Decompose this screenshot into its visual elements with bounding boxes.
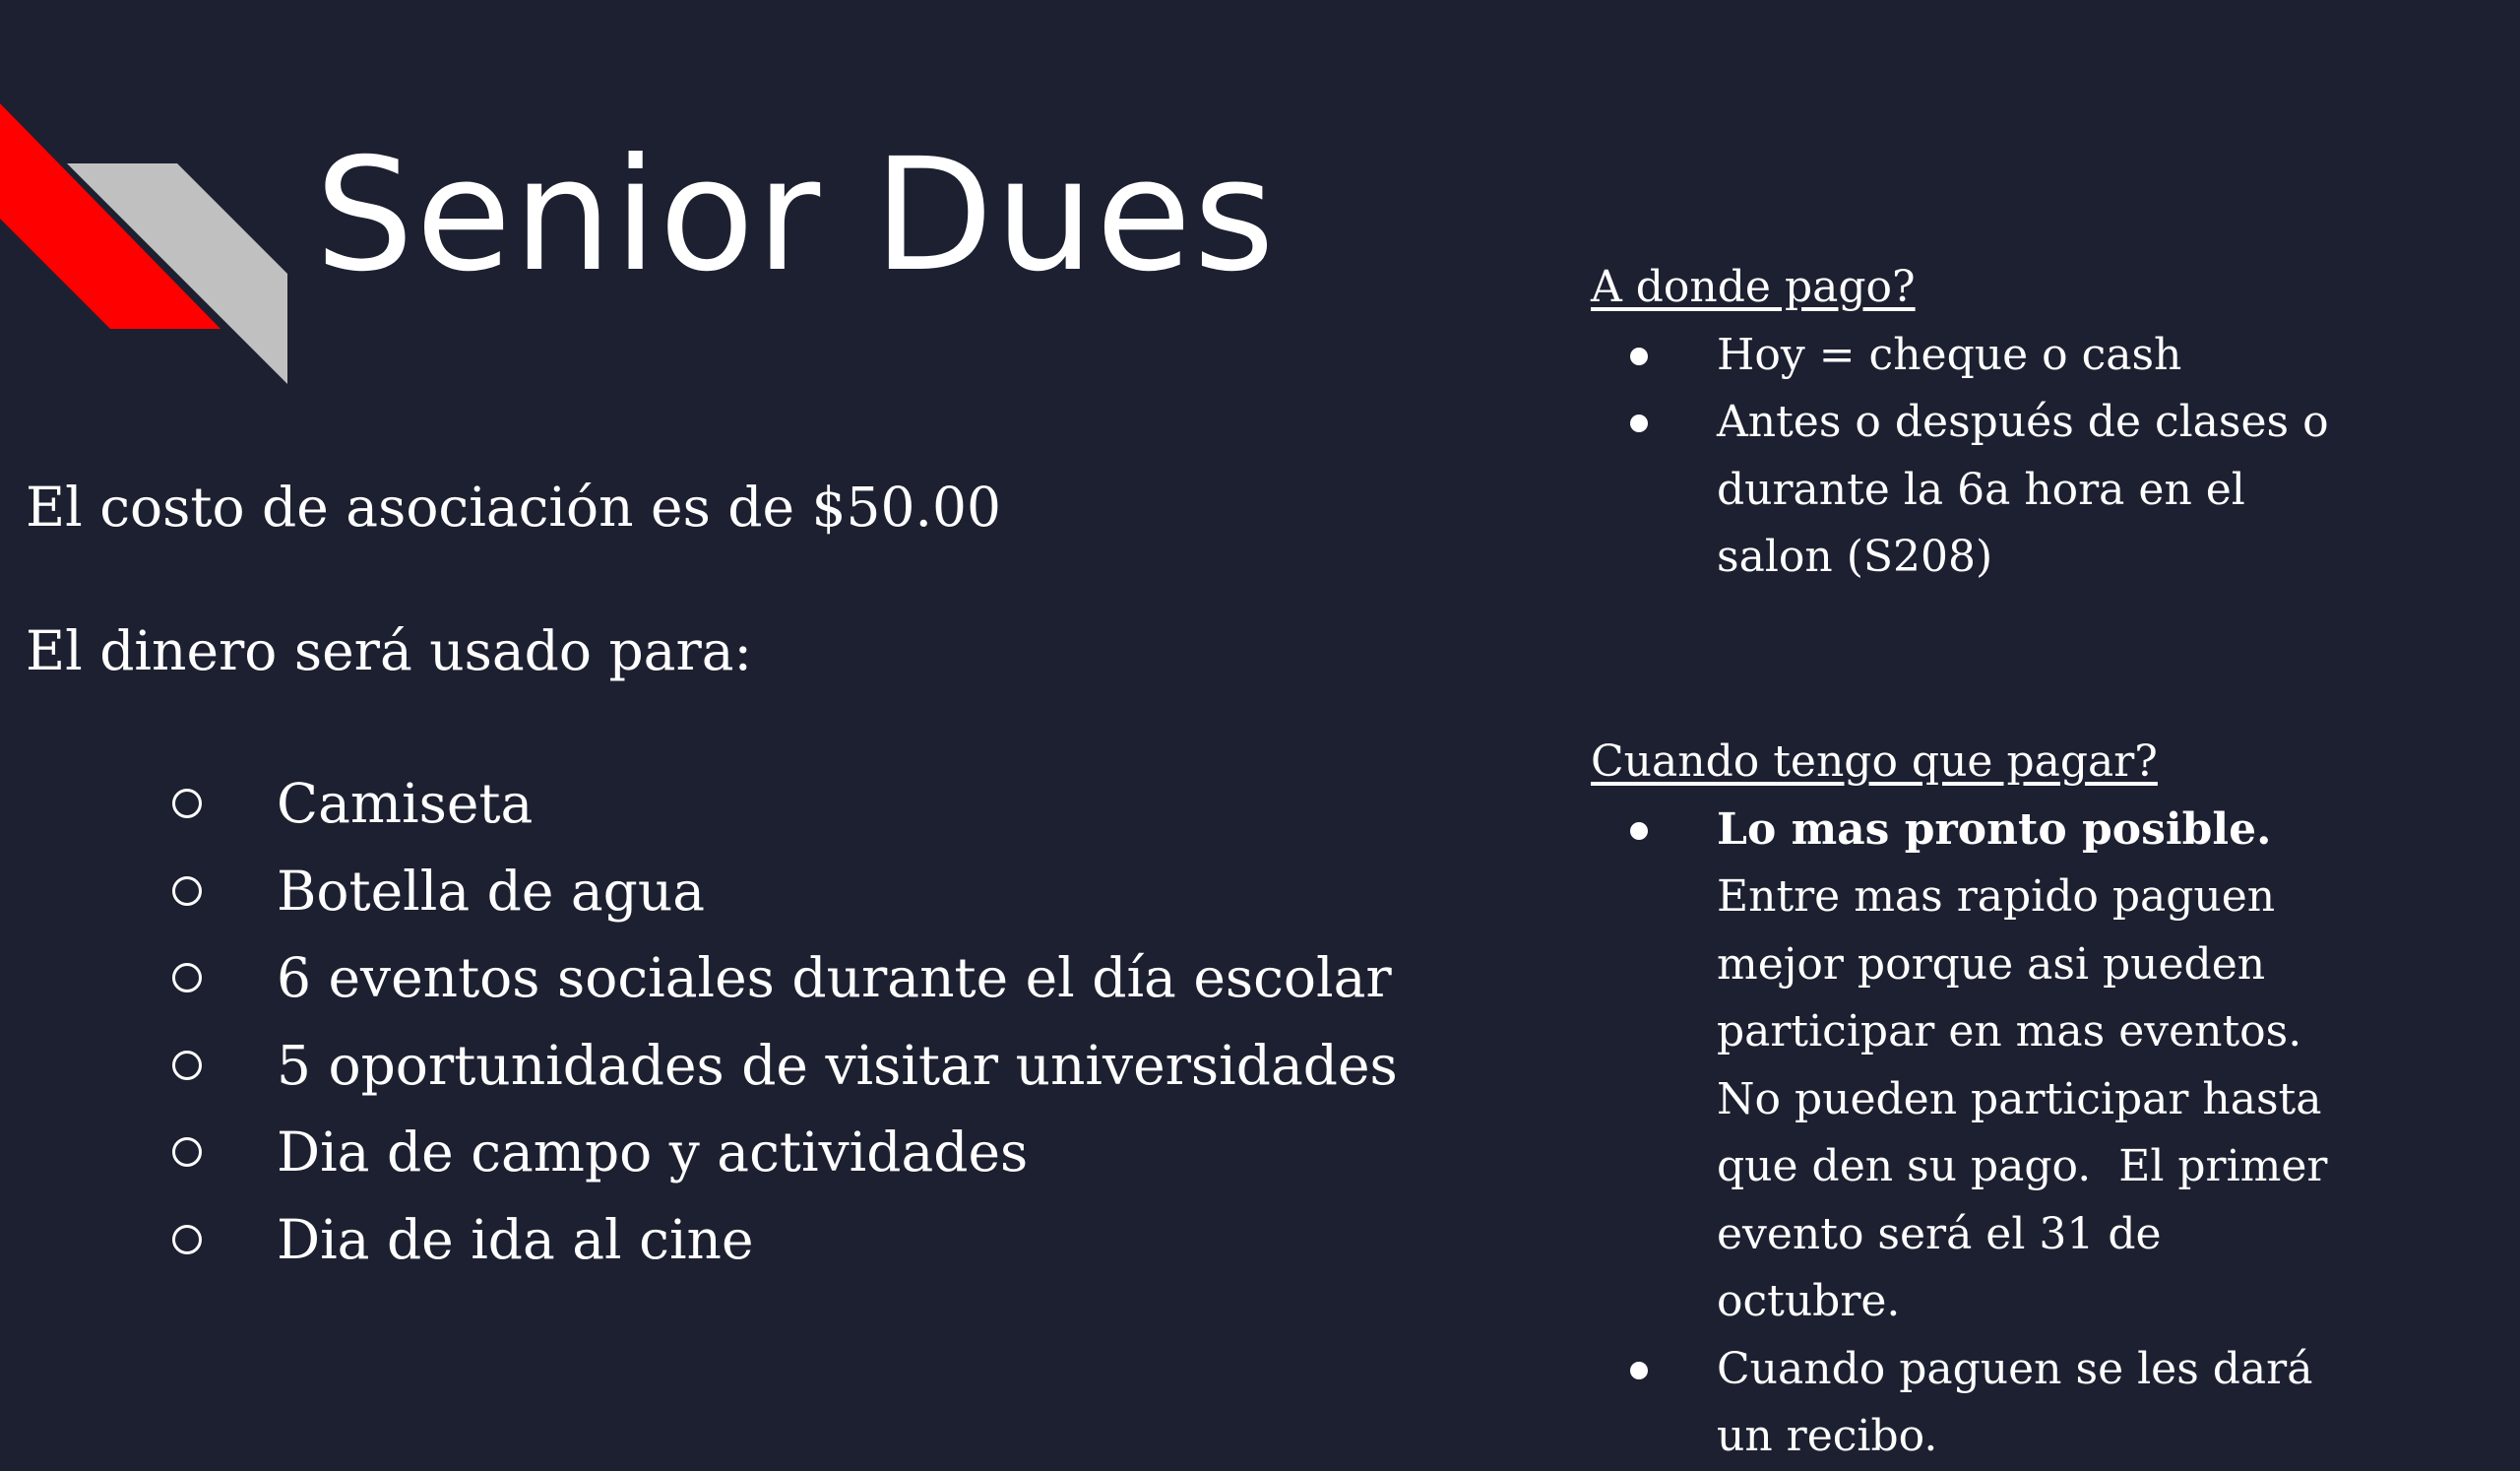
hollow-bullet-icon <box>172 876 202 906</box>
filled-bullet-icon <box>1630 822 1648 840</box>
slide-title: Senior Dues <box>315 125 1277 306</box>
list-item-text: Dia de ida al cine <box>277 1207 754 1271</box>
hollow-bullet-icon <box>172 1225 202 1254</box>
list-item-text: Dia de campo y actividades <box>277 1120 1029 1184</box>
when-list <box>1591 797 2477 1471</box>
where-section <box>1591 254 2477 592</box>
list-item <box>172 848 1398 935</box>
hollow-bullet-icon <box>172 1137 202 1167</box>
when-heading: Cuando tengo que pagar? <box>1591 736 2158 787</box>
when-section <box>1591 729 2477 1471</box>
decorative-stripes <box>0 0 295 394</box>
list-item-text: Antes o después de clases o durante la 6a hora en el salon (S208) <box>1717 397 2329 582</box>
list-item <box>1591 389 2347 592</box>
list-item <box>1591 1336 2347 1471</box>
list-item <box>172 1196 1398 1284</box>
usage-intro: El dinero será usado para: <box>26 619 753 682</box>
hollow-bullet-icon <box>172 789 202 818</box>
hollow-bullet-icon <box>172 963 202 992</box>
cost-line: El costo de asociación es de $50.00 <box>26 476 1001 539</box>
list-item-text: Entre mas rapido paguen mejor porque asi pueden participar en mas eventos. No pueden participar hasta que den su pago. El primer evento será el 31 de octubre. <box>1717 803 2342 1326</box>
list-item <box>172 1022 1398 1110</box>
list-item <box>172 934 1398 1022</box>
where-heading: A donde pago? <box>1591 262 1916 312</box>
hollow-bullet-icon <box>172 1051 202 1080</box>
filled-bullet-icon <box>1630 1362 1648 1379</box>
list-item-text: Hoy = cheque o cash <box>1717 329 2182 380</box>
emphasis-text: Lo mas pronto posible. <box>1717 803 2272 855</box>
filled-bullet-icon <box>1630 348 1648 365</box>
list-item <box>172 760 1398 848</box>
list-item <box>1591 322 2347 390</box>
benefits-list <box>172 760 1398 1283</box>
where-list <box>1591 322 2477 592</box>
list-item-text: Cuando paguen se les dará un recibo. <box>1717 1343 2313 1461</box>
list-item-text: 5 oportunidades de visitar universidades <box>277 1033 1398 1097</box>
list-item <box>172 1109 1398 1196</box>
list-item-text: Camiseta <box>277 772 534 836</box>
list-item-text: 6 eventos sociales durante el día escolar <box>277 946 1392 1010</box>
filled-bullet-icon <box>1630 415 1648 432</box>
list-item <box>1591 797 2347 1336</box>
list-item-text: Botella de agua <box>277 859 706 923</box>
